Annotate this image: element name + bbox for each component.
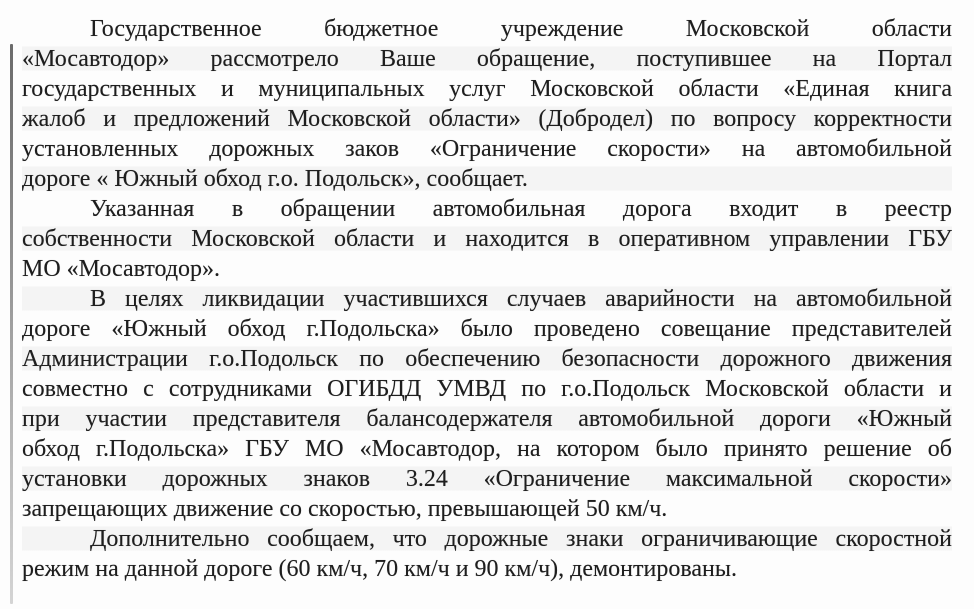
- text-line: установленных дорожных заков «Ограничение скорости» на автомобильной: [22, 136, 952, 162]
- letter-body: [22, 14, 952, 584]
- text-line: государственных и муниципальных услуг Московской области «Единая книга: [22, 76, 952, 102]
- text-line: Администрации г.о.Подольск по обеспечению безопасности дорожного движения: [22, 346, 952, 372]
- paragraph: [22, 284, 952, 524]
- text-line: дороге «Южный обход г.Подольска» было проведено совещание представителей: [22, 316, 952, 342]
- paragraph: [22, 14, 952, 194]
- text-line: Дополнительно сообщаем, что дорожные знаки ограничивающие скоростной: [22, 524, 952, 554]
- scan-artifact-vertical-line: [10, 44, 13, 604]
- text-line: совместно с сотрудниками ОГИБДД УМВД по г.о.Подольск Московской области и: [22, 376, 952, 402]
- text-line: «Мосавтодор» рассмотрело Ваше обращение, поступившее на Портал: [22, 46, 952, 72]
- text-line: В целях ликвидации участившихся случаев аварийности на автомобильной: [22, 284, 952, 314]
- text-line: жалоб и предложений Московской области» (Добродел) по вопросу корректности: [22, 106, 952, 132]
- paragraph: [22, 194, 952, 284]
- text-line: Указанная в обращении автомобильная дорога входит в реестр: [90, 196, 952, 222]
- text-line: дороге « Южный обход г.о. Подольск», сообщает.: [22, 164, 952, 194]
- text-line: запрещающих движение со скоростью, превышающей 50 км/ч.: [22, 496, 668, 522]
- text-line: МО «Мосавтодор».: [22, 256, 221, 282]
- text-line: обход г.Подольска» ГБУ МО «Мосавтодор, на котором было принято решение об: [22, 436, 952, 462]
- text-line: собственности Московской области и находится в оперативном управлении ГБУ: [22, 226, 952, 252]
- text-line: установки дорожных знаков 3.24 «Ограничение максимальной скорости»: [22, 466, 952, 492]
- text-line: при участии представителя балансодержателя автомобильной дороги «Южный: [22, 406, 952, 432]
- paragraph: [22, 524, 952, 584]
- text-line: режим на данной дороге (60 км/ч, 70 км/ч и 90 км/ч), демонтированы.: [22, 556, 737, 582]
- text-line: Государственное бюджетное учреждение Московской области: [90, 16, 952, 42]
